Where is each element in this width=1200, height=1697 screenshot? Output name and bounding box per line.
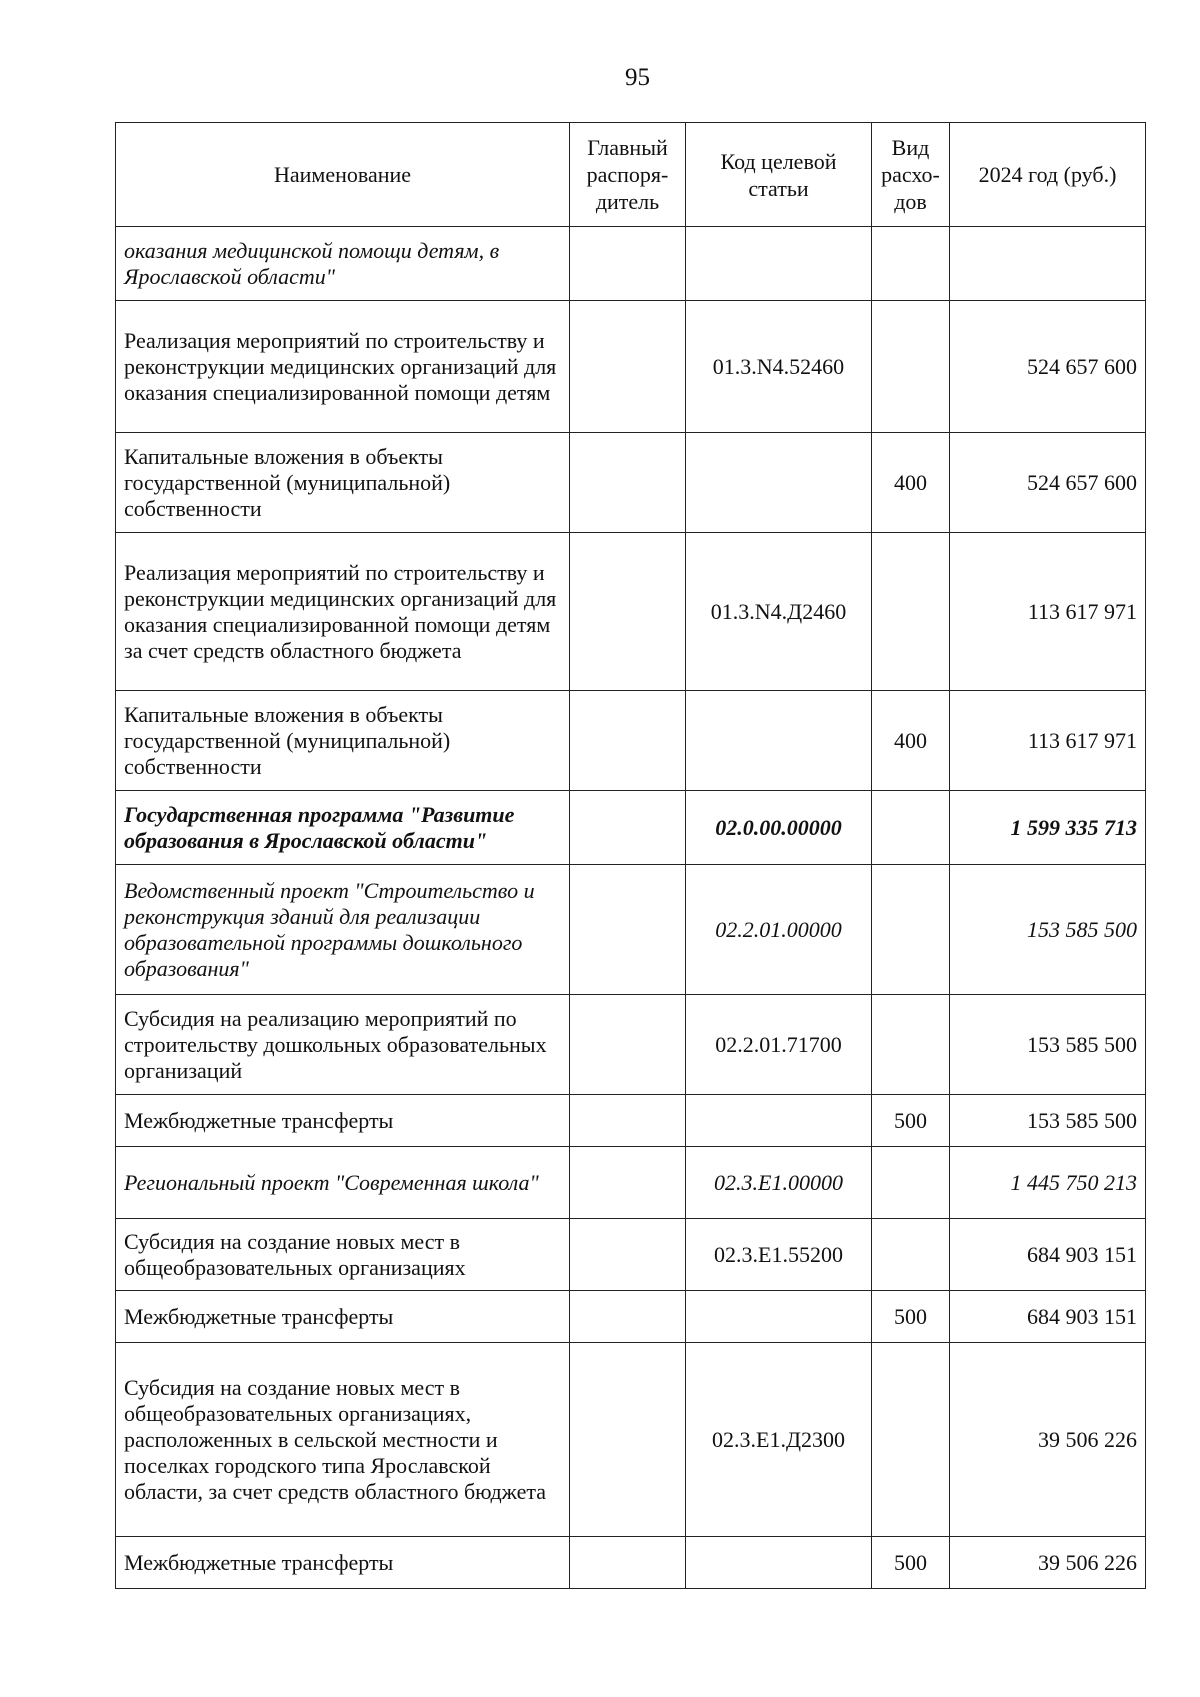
cell-expense-type bbox=[872, 791, 950, 865]
table-row bbox=[116, 1537, 1146, 1589]
cell-name: Межбюджетные трансферты bbox=[116, 1291, 570, 1343]
cell-amount: 39 506 226 bbox=[950, 1343, 1146, 1537]
cell-main-manager bbox=[570, 791, 686, 865]
cell-target-code: 02.3.E1.00000 bbox=[686, 1147, 872, 1219]
table-body bbox=[116, 227, 1146, 1589]
cell-target-code: 02.0.00.00000 bbox=[686, 791, 872, 865]
cell-name: Межбюджетные трансферты bbox=[116, 1537, 570, 1589]
cell-expense-type bbox=[872, 1147, 950, 1219]
cell-amount: 684 903 151 bbox=[950, 1291, 1146, 1343]
header-main-manager: Главный распоря-дитель bbox=[570, 123, 686, 227]
cell-main-manager bbox=[570, 1095, 686, 1147]
cell-target-code: 02.3.E1.Д2300 bbox=[686, 1343, 872, 1537]
cell-target-code bbox=[686, 691, 872, 791]
cell-name: Ведомственный проект "Строительство и реконструкция зданий для реализации образовательной программы дошкольного образования" bbox=[116, 865, 570, 995]
cell-amount: 39 506 226 bbox=[950, 1537, 1146, 1589]
cell-amount: 153 585 500 bbox=[950, 1095, 1146, 1147]
header-expense-type: Вид расхо-дов bbox=[872, 123, 950, 227]
cell-expense-type bbox=[872, 301, 950, 433]
cell-target-code: 02.2.01.71700 bbox=[686, 995, 872, 1095]
cell-name: Субсидия на создание новых мест в общеобразовательных организациях, расположенных в сельской местности и поселках городского типа Ярославской области, за счет средств областного бюджета bbox=[116, 1343, 570, 1537]
cell-target-code bbox=[686, 1537, 872, 1589]
cell-main-manager bbox=[570, 995, 686, 1095]
cell-expense-type bbox=[872, 533, 950, 691]
cell-expense-type bbox=[872, 1219, 950, 1291]
cell-main-manager bbox=[570, 691, 686, 791]
cell-amount: 113 617 971 bbox=[950, 533, 1146, 691]
cell-target-code bbox=[686, 1291, 872, 1343]
cell-amount: 153 585 500 bbox=[950, 865, 1146, 995]
cell-expense-type bbox=[872, 1343, 950, 1537]
cell-target-code: 01.3.N4.Д2460 bbox=[686, 533, 872, 691]
cell-expense-type: 500 bbox=[872, 1537, 950, 1589]
table-row bbox=[116, 227, 1146, 301]
cell-expense-type bbox=[872, 227, 950, 301]
header-year-2024: 2024 год (руб.) bbox=[950, 123, 1146, 227]
cell-expense-type bbox=[872, 865, 950, 995]
cell-name: Субсидия на реализацию мероприятий по строительству дошкольных образовательных организаций bbox=[116, 995, 570, 1095]
cell-target-code: 02.3.E1.55200 bbox=[686, 1219, 872, 1291]
table-header bbox=[116, 123, 1146, 227]
cell-expense-type: 500 bbox=[872, 1095, 950, 1147]
cell-target-code bbox=[686, 1095, 872, 1147]
table-row bbox=[116, 791, 1146, 865]
cell-name: Реализация мероприятий по строительству и реконструкции медицинских организаций для оказания специализированной помощи детям bbox=[116, 301, 570, 433]
cell-target-code: 01.3.N4.52460 bbox=[686, 301, 872, 433]
cell-name: Государственная программа "Развитие образования в Ярославской области" bbox=[116, 791, 570, 865]
cell-main-manager bbox=[570, 1537, 686, 1589]
cell-name: Капитальные вложения в объекты государственной (муниципальной) собственности bbox=[116, 691, 570, 791]
cell-main-manager bbox=[570, 533, 686, 691]
cell-amount: 113 617 971 bbox=[950, 691, 1146, 791]
cell-amount: 1 599 335 713 bbox=[950, 791, 1146, 865]
table-row bbox=[116, 1147, 1146, 1219]
cell-target-code bbox=[686, 433, 872, 533]
cell-target-code: 02.2.01.00000 bbox=[686, 865, 872, 995]
cell-main-manager bbox=[570, 1219, 686, 1291]
table-row bbox=[116, 433, 1146, 533]
cell-amount: 524 657 600 bbox=[950, 301, 1146, 433]
cell-expense-type: 500 bbox=[872, 1291, 950, 1343]
cell-expense-type: 400 bbox=[872, 691, 950, 791]
cell-amount: 1 445 750 213 bbox=[950, 1147, 1146, 1219]
cell-name: Реализация мероприятий по строительству и реконструкции медицинских организаций для оказания специализированной помощи детям за счет средств областного бюджета bbox=[116, 533, 570, 691]
table-row bbox=[116, 1291, 1146, 1343]
table-row bbox=[116, 1219, 1146, 1291]
table-row bbox=[116, 865, 1146, 995]
table-row bbox=[116, 533, 1146, 691]
cell-amount: 524 657 600 bbox=[950, 433, 1146, 533]
budget-table bbox=[115, 122, 1146, 1589]
cell-main-manager bbox=[570, 1147, 686, 1219]
cell-main-manager bbox=[570, 1343, 686, 1537]
cell-main-manager bbox=[570, 301, 686, 433]
cell-name: Межбюджетные трансферты bbox=[116, 1095, 570, 1147]
header-name: Наименование bbox=[116, 123, 570, 227]
cell-name: оказания медицинской помощи детям, в Ярославской области" bbox=[116, 227, 570, 301]
cell-expense-type: 400 bbox=[872, 433, 950, 533]
cell-amount bbox=[950, 227, 1146, 301]
cell-amount: 684 903 151 bbox=[950, 1219, 1146, 1291]
cell-expense-type bbox=[872, 995, 950, 1095]
cell-main-manager bbox=[570, 865, 686, 995]
table-row bbox=[116, 1095, 1146, 1147]
cell-main-manager bbox=[570, 1291, 686, 1343]
cell-name: Капитальные вложения в объекты государственной (муниципальной) собственности bbox=[116, 433, 570, 533]
cell-amount: 153 585 500 bbox=[950, 995, 1146, 1095]
cell-main-manager bbox=[570, 433, 686, 533]
header-target-code: Код целевой статьи bbox=[686, 123, 872, 227]
page-number: 95 bbox=[625, 64, 650, 91]
table-row bbox=[116, 301, 1146, 433]
table-row bbox=[116, 691, 1146, 791]
cell-name: Субсидия на создание новых мест в общеобразовательных организациях bbox=[116, 1219, 570, 1291]
cell-target-code bbox=[686, 227, 872, 301]
table-row bbox=[116, 1343, 1146, 1537]
cell-name: Региональный проект "Современная школа" bbox=[116, 1147, 570, 1219]
cell-main-manager bbox=[570, 227, 686, 301]
table-row bbox=[116, 995, 1146, 1095]
